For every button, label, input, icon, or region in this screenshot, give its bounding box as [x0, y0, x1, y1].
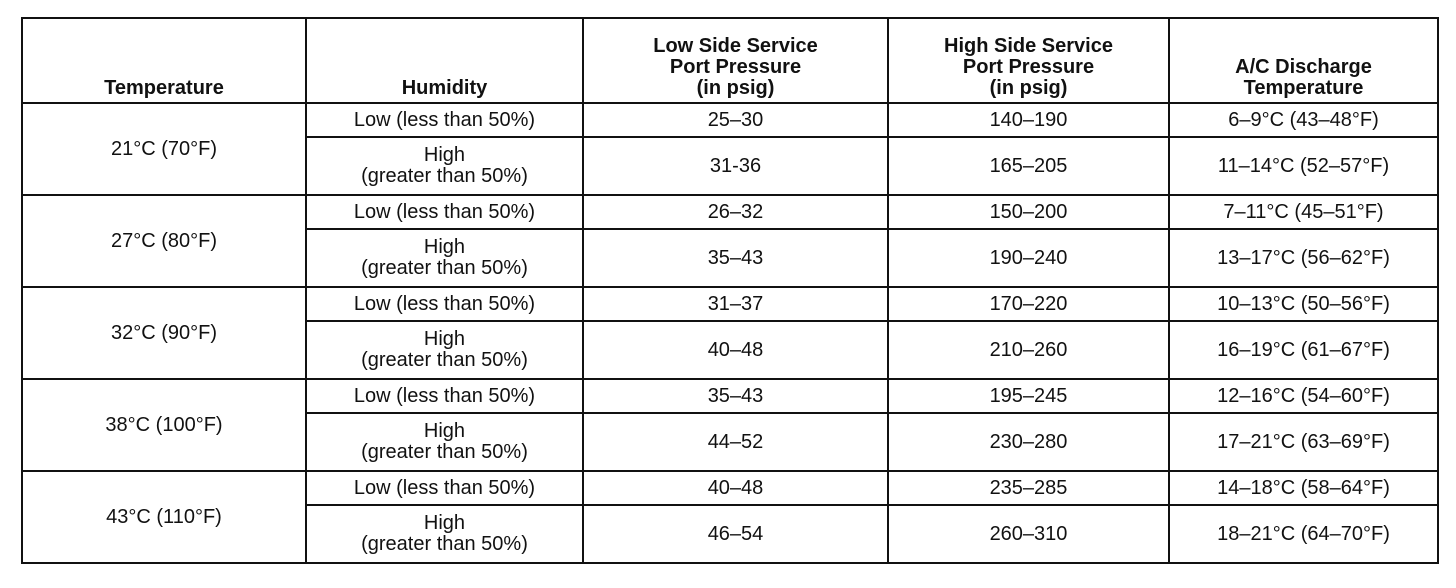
high-side-cell: 210–260 — [888, 321, 1169, 379]
high-side-cell: 165–205 — [888, 137, 1169, 195]
table-row — [22, 471, 1438, 505]
discharge-cell: 14–18°C (58–64°F) — [1169, 471, 1438, 505]
humidity-high-line-2: (greater than 50%) — [361, 441, 528, 463]
high-side-cell: 195–245 — [888, 379, 1169, 413]
humidity-high-line-1: High — [423, 328, 466, 350]
humidity-high-line-2: (greater than 50%) — [361, 165, 528, 187]
humidity-high-line-2: (greater than 50%) — [361, 533, 528, 555]
discharge-cell: 7–11°C (45–51°F) — [1169, 195, 1438, 229]
header-high-side-line-1: High Side Service — [944, 35, 1113, 57]
discharge-cell: 10–13°C (50–56°F) — [1169, 287, 1438, 321]
header-temperature: Temperature — [22, 18, 306, 103]
high-side-cell: 260–310 — [888, 505, 1169, 563]
header-discharge-line-2: Temperature — [1243, 77, 1364, 99]
low-side-cell: 40–48 — [583, 471, 888, 505]
high-side-cell: 230–280 — [888, 413, 1169, 471]
header-low-side-line-2: Port Pressure — [669, 56, 802, 78]
header-low-side-line-3: (in psig) — [696, 77, 775, 99]
discharge-cell: 16–19°C (61–67°F) — [1169, 321, 1438, 379]
discharge-cell: 12–16°C (54–60°F) — [1169, 379, 1438, 413]
humidity-high-cell — [306, 505, 583, 563]
table-row — [22, 287, 1438, 321]
low-side-cell: 46–54 — [583, 505, 888, 563]
table-row — [22, 103, 1438, 137]
humidity-low-cell: Low (less than 50%) — [306, 103, 583, 137]
table-row — [22, 379, 1438, 413]
humidity-high-line-1: High — [423, 236, 466, 258]
humidity-high-line-2: (greater than 50%) — [361, 349, 528, 371]
header-humidity: Humidity — [306, 18, 583, 103]
ac-performance-table — [21, 17, 1439, 564]
humidity-low-cell: Low (less than 50%) — [306, 379, 583, 413]
humidity-high-line-2: (greater than 50%) — [361, 257, 528, 279]
high-side-cell: 190–240 — [888, 229, 1169, 287]
humidity-high-line-1: High — [423, 512, 466, 534]
discharge-cell: 18–21°C (64–70°F) — [1169, 505, 1438, 563]
header-high-side-pressure — [888, 18, 1169, 103]
high-side-cell: 150–200 — [888, 195, 1169, 229]
table-row — [22, 195, 1438, 229]
humidity-low-cell: Low (less than 50%) — [306, 471, 583, 505]
temperature-cell: 27°C (80°F) — [22, 195, 306, 287]
discharge-cell: 13–17°C (56–62°F) — [1169, 229, 1438, 287]
humidity-high-cell — [306, 229, 583, 287]
low-side-cell: 40–48 — [583, 321, 888, 379]
header-discharge-line-1: A/C Discharge — [1235, 56, 1372, 78]
humidity-high-cell — [306, 137, 583, 195]
humidity-low-cell: Low (less than 50%) — [306, 195, 583, 229]
low-side-cell: 35–43 — [583, 379, 888, 413]
high-side-cell: 140–190 — [888, 103, 1169, 137]
header-high-side-line-2: Port Pressure — [962, 56, 1095, 78]
header-row — [22, 18, 1438, 103]
low-side-cell: 31-36 — [583, 137, 888, 195]
temperature-cell: 32°C (90°F) — [22, 287, 306, 379]
humidity-low-cell: Low (less than 50%) — [306, 287, 583, 321]
temperature-cell: 21°C (70°F) — [22, 103, 306, 195]
high-side-cell: 235–285 — [888, 471, 1169, 505]
humidity-high-cell — [306, 321, 583, 379]
high-side-cell: 170–220 — [888, 287, 1169, 321]
temperature-cell: 43°C (110°F) — [22, 471, 306, 563]
humidity-high-cell — [306, 413, 583, 471]
low-side-cell: 44–52 — [583, 413, 888, 471]
discharge-cell: 17–21°C (63–69°F) — [1169, 413, 1438, 471]
low-side-cell: 31–37 — [583, 287, 888, 321]
header-discharge-temperature — [1169, 18, 1438, 103]
low-side-cell: 25–30 — [583, 103, 888, 137]
header-high-side-line-3: (in psig) — [989, 77, 1068, 99]
humidity-high-line-1: High — [423, 420, 466, 442]
low-side-cell: 26–32 — [583, 195, 888, 229]
header-low-side-line-1: Low Side Service — [653, 35, 818, 57]
low-side-cell: 35–43 — [583, 229, 888, 287]
humidity-high-line-1: High — [423, 144, 466, 166]
discharge-cell: 6–9°C (43–48°F) — [1169, 103, 1438, 137]
discharge-cell: 11–14°C (52–57°F) — [1169, 137, 1438, 195]
header-low-side-pressure — [583, 18, 888, 103]
temperature-cell: 38°C (100°F) — [22, 379, 306, 471]
